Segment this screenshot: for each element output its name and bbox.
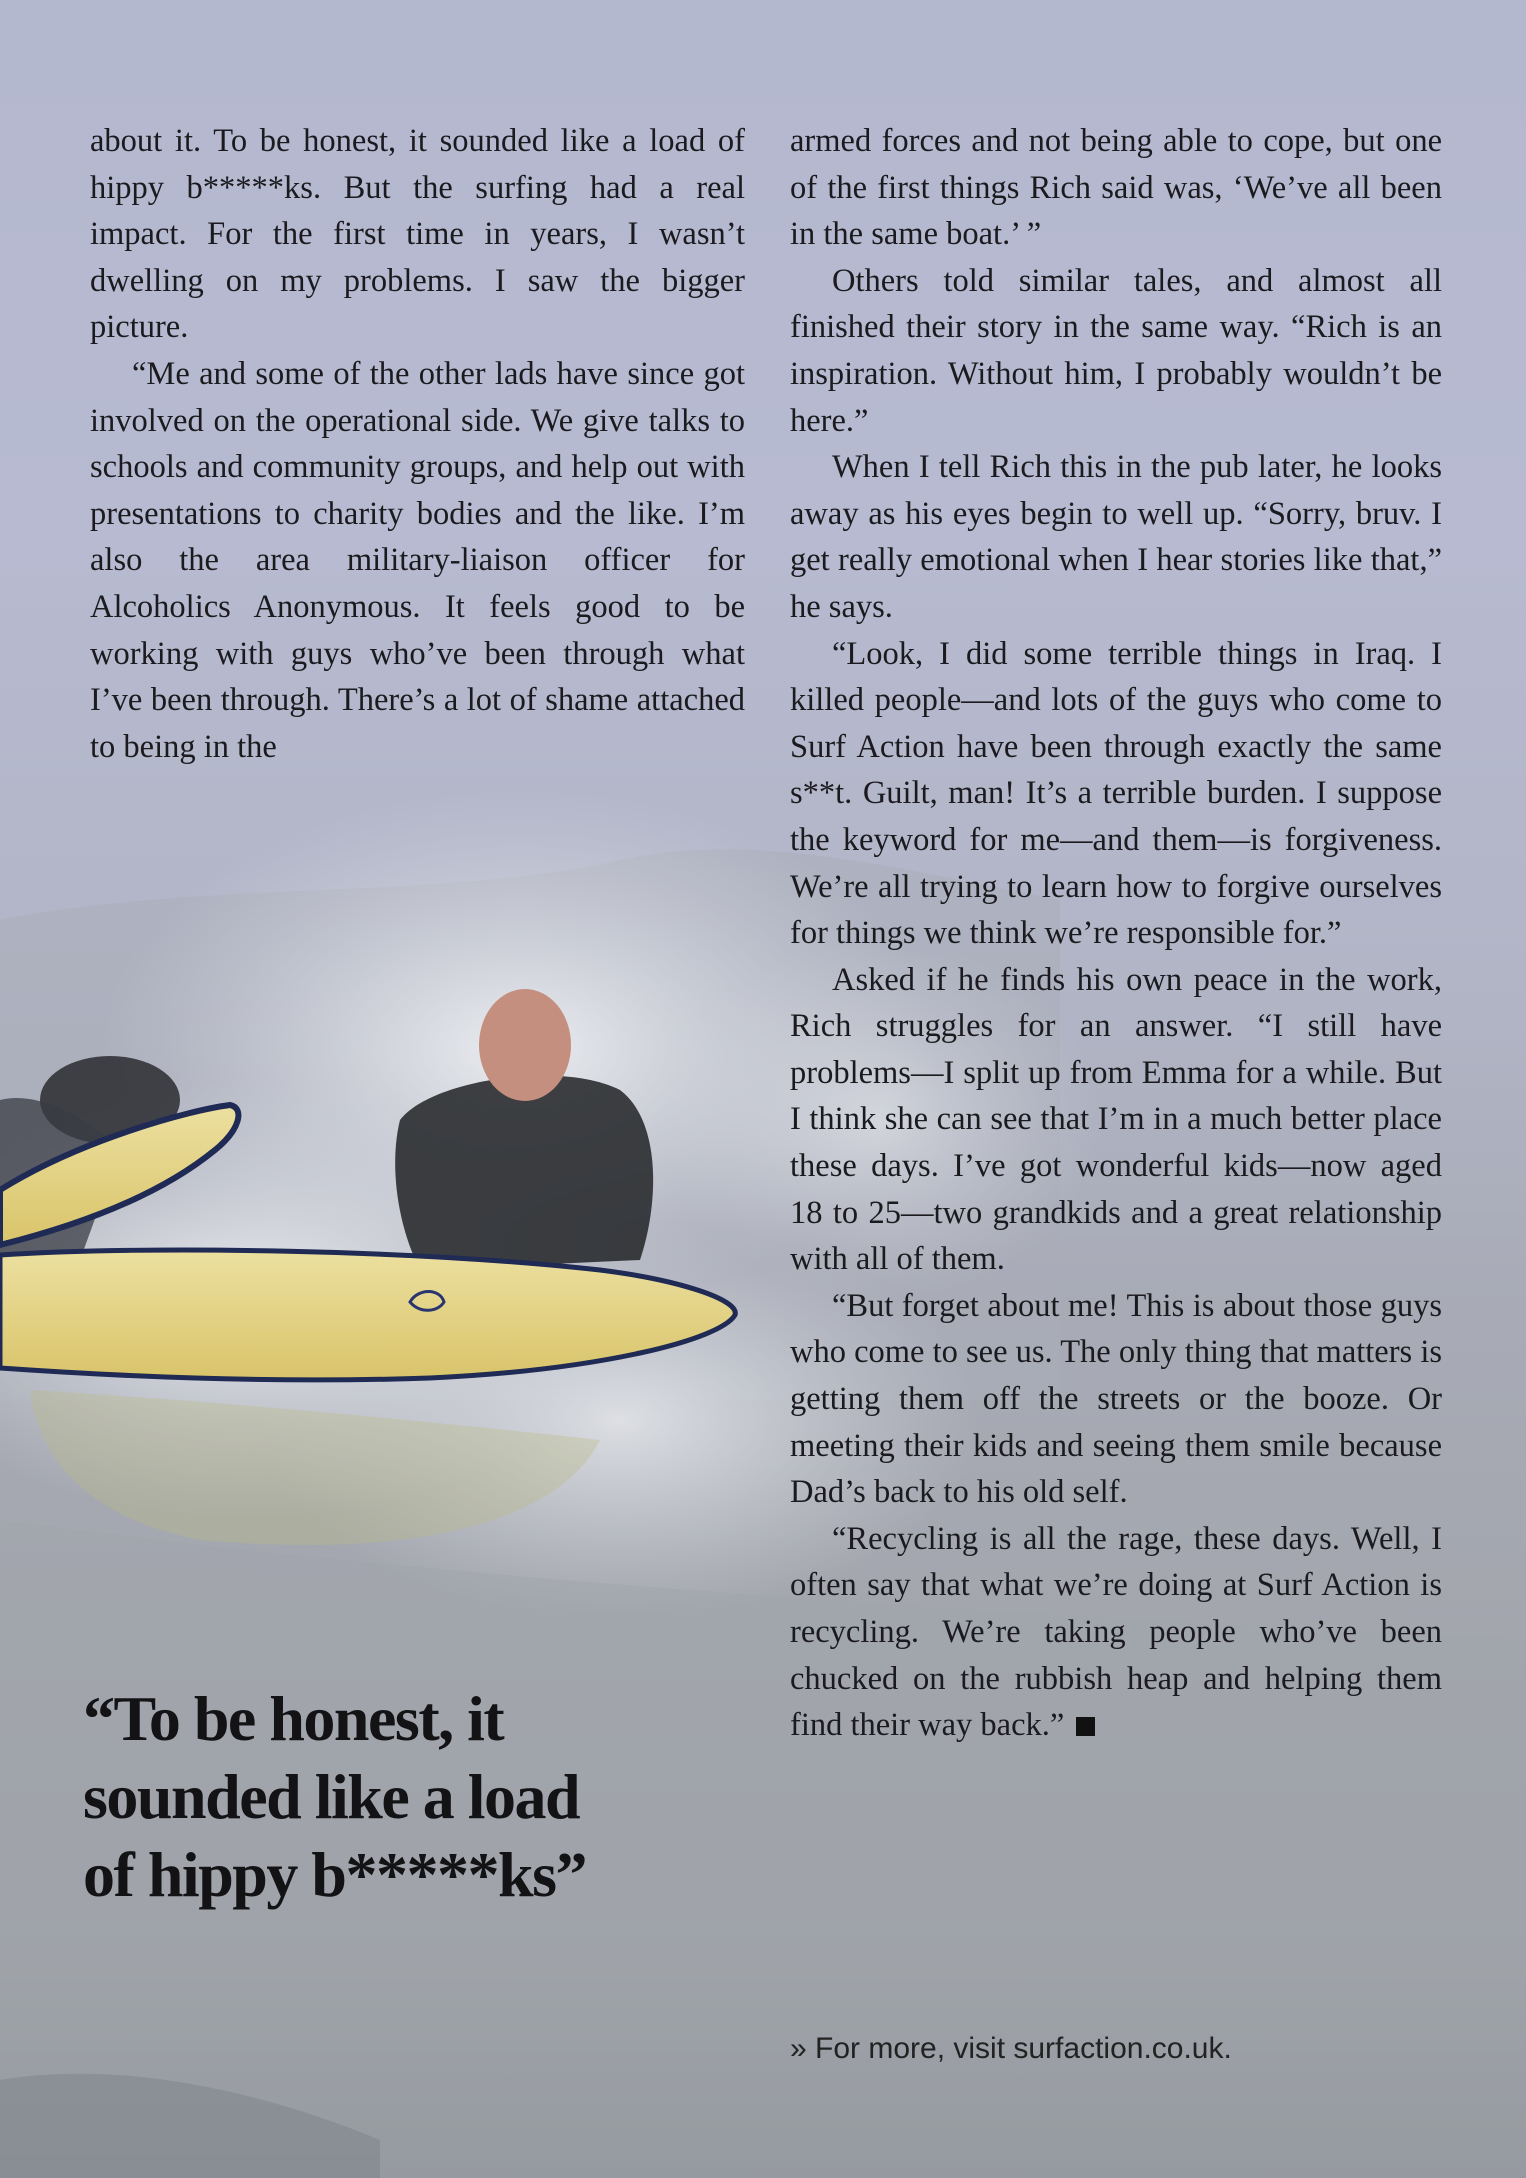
paragraph-text: “Recycling is all the rage, these days. Well, I often say that what we’re doing at Surf Action is recycling. We’re taking people who’ve been chucked on the rubbish heap and helping them find their way back.” bbox=[790, 1520, 1442, 1744]
paragraph: Asked if he finds his own peace in the work, Rich struggles for an answer. “I still have problems—I split up from Emma for a while. But I think she can see that I’m in a much better place these days. I’ve got wonderful kids—now aged 18 to 25—two grandkids and a great relationship with all of them. bbox=[790, 961, 1442, 1278]
article-column-left bbox=[90, 118, 745, 770]
paragraph: “Me and some of the other lads have since got involved on the operational side. We give talks to schools and community groups, and help out with presentations to charity bodies and the like. I’m also the area military-liaison officer for Alcoholics Anonymous. It feels good to be working with guys who’ve been through what I’ve been through. There’s a lot of shame attached to being in the bbox=[90, 355, 745, 765]
paragraph: When I tell Rich this in the pub later, he looks away as his eyes begin to well up. “Sorry, bruv. I get really emotional when I hear stories like that,” he says. bbox=[790, 449, 1442, 625]
paragraph: about it. To be honest, it sounded like a load of hippy b*****ks. But the surfing had a real impact. For the first time in years, I wasn’t dwelling on my problems. I saw the bigger picture. bbox=[90, 123, 745, 346]
article-column-right bbox=[790, 118, 1442, 1749]
paragraph: armed forces and not being able to cope, but one of the first things Rich said was, ‘We’ve all been in the same boat.’ ” bbox=[790, 123, 1442, 253]
paragraph: “But forget about me! This is about those guys who come to see us. The only thing that matters is getting them off the streets or the booze. Or meeting their kids and seeing them smile because Dad’s back to his old self. bbox=[790, 1287, 1442, 1511]
paragraph: Others told similar tales, and almost all finished their story in the same way. “Rich is an inspiration. Without him, I probably wouldn’t be here.” bbox=[790, 262, 1442, 439]
more-info-link[interactable]: » For more, visit surfaction.co.uk. bbox=[790, 2032, 1232, 2065]
paragraph-final bbox=[790, 1516, 1442, 1749]
pull-quote: “To be honest, it sounded like a load of hippy b*****ks” bbox=[83, 1683, 586, 1910]
paragraph: “Look, I did some terrible things in Iraq. I killed people—and lots of the guys who come to Surf Action have been through exactly the same s**t. Guilt, man! It’s a terrible burden. I suppose the keyword for me—and them—is forgiveness. We’re all trying to learn how to forgive ourselves for things we think we’re responsible for.” bbox=[790, 635, 1442, 952]
end-mark-icon bbox=[1076, 1717, 1095, 1736]
